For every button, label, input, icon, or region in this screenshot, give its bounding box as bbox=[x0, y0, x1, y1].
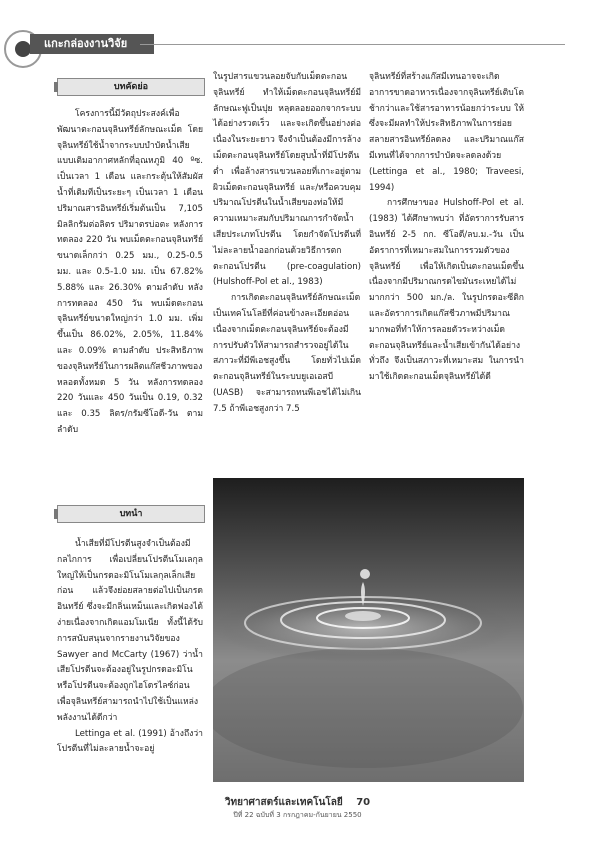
right-paragraph-1: จุลินทรีย์ที่สร้างแก๊สมีเทนอาจจะเกิดอาการขาดอาหารเนื่องจากจุลินทรีย์เติบโตช้ากว่าและใช้สารอาหารน้อยกว่าระบบ ให้ ซึ่งจะมีผลทำให้ประสิทธิภาพในการย่อยสลายสารอินทรีย์ลดลง และปริมาณแก๊สมีเทนที่ได้จากการบำบัดจะลดลงด้วย (Lettinga et al., 1980; Traveesi, 1994) bbox=[369, 72, 524, 193]
abstract-heading: บทคัดย่อ bbox=[57, 78, 205, 96]
intro-paragraph-1: น้ำเสียที่มีโปรตีนสูงจำเป็นต้องมีกลไกการ เพื่อเปลี่ยนโปรตีนโมเลกุลใหญ่ให้เป็นกรดอะมิโนโมเลกุลเล็กเสียก่อน แล้วจึงย่อยสลายต่อไปเป็นกรดอินทรีย์ ซึ่งจะมีกลิ่นเหม็นและเกิดฟองได้ง่ายเนื่องจากเกิดแอมโมเนีย ทั้งนี้ได้รับการสนับสนุนจากรายงานวิจัยของ Sawyer and McCarty (1967) ว่าน้ำเสียโปรตีนจะต้องอยู่ในรูปกรดอะมิโนหรือโปรตีนจะต้องถูกไฮโดรไลซ์ก่อน เพื่อจุลินทรีย์สามารถนำไปใช้เป็นแหล่งพลังงานได้ดีกว่า bbox=[57, 539, 203, 723]
intro-paragraph-2: Lettinga et al. (1991) อ้างถึงว่าโปรตีนที่ไม่ละลายน้ำจะอยู่ bbox=[57, 728, 203, 755]
intro-column bbox=[57, 537, 203, 758]
intro-heading: บทนำ bbox=[57, 505, 205, 523]
footer-title-line bbox=[0, 795, 595, 810]
footer-issue: ปีที่ 22 ฉบับที่ 3 กรกฎาคม-กันยายน 2550 bbox=[233, 811, 362, 819]
left-column bbox=[57, 107, 203, 439]
middle-paragraph-1: ในรูปสารแขวนลอยจับกับเม็ดตะกอน จุลินทรีย์ ทำให้เม็ดตะกอนจุลินทรีย์มีลักษณะฟูเป็นปุย หลุดลอยออกจากระบบได้อย่างรวดเร็ว และจะเกิดขึ้นอย่างต่อเนื่องในระยะยาว จึงจำเป็นต้องมีการล้างเม็ดตะกอนจุลินทรีย์โดยสูบน้ำที่มีโปรตีนต่ำ เพื่อล้างสารแขวนลอยที่เกาะอยู่ตามผิวเม็ดตะกอนจุลินทรีย์ และ/หรือควบคุมปริมาณโปรตีนในน้ำเสียของท่อให้มีความเหมาะสมกับปริมาณการกำจัดน้ำเสียประเภทโปรตีน โดยกำจัดโปรตีนที่ไม่ละลายน้ำออกก่อนด้วยวิธีการตกตะกอนโปรตีน (pre-coagulation) (Hulshoff-Pol et al., 1983) bbox=[213, 72, 361, 288]
water-drop-photo bbox=[213, 478, 524, 782]
middle-paragraph-2: การเกิดตะกอนจุลินทรีย์ลักษณะเม็ดเป็นเทคโนโลยีที่ค่อนข้างละเอียดอ่อน เนื่องจากเม็ดตะกอนจุลินทรีย์จะต้องมีการปรับตัวให้สามารถสำรวจอยู่ได้ในสภาวะที่มีพีเอชสูงขึ้น โดยทั่วไปเม็ดตะกอนจุลินทรีย์ในระบบยูเอเอสบี (UASB) จะสามารถทนพีเอชได้ไม่เกิน 7.5 ถ้าพีเอชสูงกว่า 7.5 bbox=[213, 293, 361, 414]
footer-journal-title: วิทยาศาสตร์และเทคโนโลยี bbox=[224, 797, 343, 808]
header-rule bbox=[140, 44, 565, 45]
right-paragraph-2: การศึกษาของ Hulshoff-Pol et al. (1983) ได้ศึกษาพบว่า ที่อัตราการรับสารอินทรีย์ 2-5 กก. ซีโอดี/ลบ.ม.-วัน เป็นอัตราการที่เหมาะสมในการรวมตัวของจุลินทรีย์ เพื่อให้เกิดเป็นตะกอนเม็ดขึ้น เนื่องจากมีปริมาณกรดไขมันระเหยได้ไม่มากกว่า 500 มก./ล. ในรูปกรดอะซีติก และอัตราการเกิดแก๊สชีวภาพมีปริมาณมากพอที่ทำให้การลอยตัวระหว่างเม็ดตะกอนจุลินทรีย์และน้ำเสียเข้ากันได้อย่างทั่วถึง จึงเป็นสภาวะที่เหมาะสม ในการนำมาใช้เกิดตะกอนเม็ดจุลินทรีย์ได้ดี bbox=[369, 198, 524, 383]
abstract-paragraph: โครงการนี้มีวัตถุประสงค์เพื่อพัฒนาตะกอนจุลินทรีย์ลักษณะเม็ด โดยจุลินทรีย์ใช้น้ำจากระบบบำบัดน้ำเสียแบบเติมอากาศหลักที่อุณหภูมิ 40 ºซ. เป็นเวลา 1 เดือน และกระตุ้นให้สัมผัสน้ำที่เติมทีเป็นระยะๆ เป็นเวลา 1 เดือน ปริมาณสารอินทรีย์เริ่มต้นเป็น 7,105 มิลลิกรัมต่อลิตร ปริมาตรบ่อตะ หลังการทดลอง 220 วัน พบเม็ดตะกอนจุลินทรีย์ขนาดเล็กกว่า 0.25 มม., 0.25-0.5 มม. และ 0.5-1.0 มม. เป็น 67.82% 5.88% และ 26.30% ตามลำดับ หลังการทดลอง 450 วัน พบเม็ดตะกอนจุลินทรีย์ขนาดใหญ่กว่า 1.0 มม. เพิ่มขึ้นเป็น 86.02%, 2.05%, 11.84% และ 0.09% ตามลำดับ ประสิทธิภาพของจุลินทรีย์ในการผลิตแก๊สชีวภาพของหลอดทั้งหมด 5 วัน หลังการทดลอง 220 วันและ 450 วันเป็น 0.19, 0.32 และ 0.35 ลิตร/กรัมซีโอดี-วัน ตามลำดับ bbox=[57, 109, 203, 435]
right-column bbox=[369, 70, 524, 386]
section-banner: แกะกล่องงานวิจัย bbox=[30, 34, 154, 54]
page-number: 70 bbox=[356, 797, 371, 808]
middle-column bbox=[213, 70, 361, 418]
water-drop-illustration bbox=[213, 478, 524, 782]
